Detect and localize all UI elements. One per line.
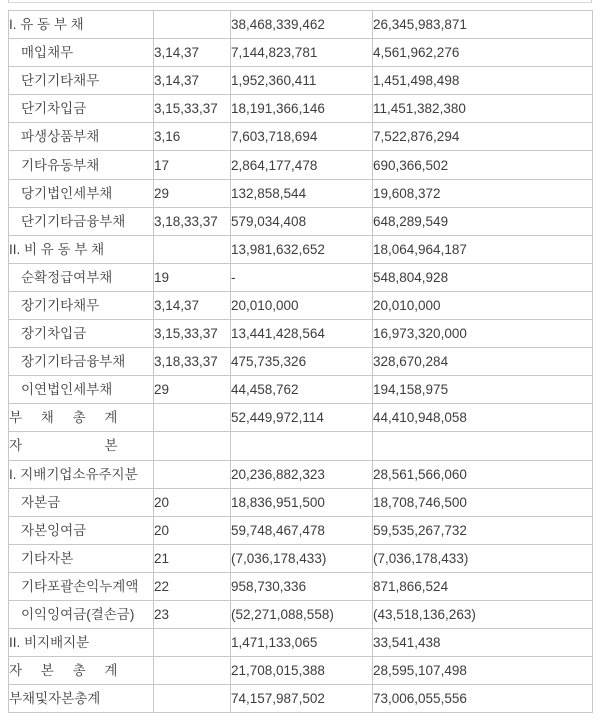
item-label-cell: 부 채 총 계: [9, 404, 154, 432]
current-period-amount-cell: 20,236,882,323: [231, 460, 373, 488]
current-period-amount-cell: 958,730,336: [231, 572, 373, 600]
table-row: [9, 263, 593, 291]
current-period-amount-cell: 13,981,632,652: [231, 235, 373, 263]
current-period-amount-cell: -: [231, 263, 373, 291]
item-label-cell: 자 본 총 계: [9, 657, 154, 685]
table-row: [9, 376, 593, 404]
prior-period-amount-cell: 18,708,746,500: [373, 488, 593, 516]
current-period-amount-cell: 18,191,366,146: [231, 95, 373, 123]
prior-period-amount-cell: 871,866,524: [373, 572, 593, 600]
note-ref-cell: 3,14,37: [154, 39, 231, 67]
item-label-cell: 기타유동부채: [9, 151, 154, 179]
item-label-cell: 자본금: [9, 488, 154, 516]
border-stub-left: [8, 0, 9, 2]
item-label-cell: 자본잉여금: [9, 516, 154, 544]
note-ref-cell: 20: [154, 488, 231, 516]
current-period-amount-cell: 38,468,339,462: [231, 11, 373, 39]
item-label-cell: 자 본: [9, 432, 154, 460]
note-ref-cell: 3,15,33,37: [154, 95, 231, 123]
prior-period-amount-cell: 4,561,962,276: [373, 39, 593, 67]
note-ref-cell: [154, 235, 231, 263]
note-ref-cell: [154, 11, 231, 39]
prior-period-amount-cell: (7,036,178,433): [373, 544, 593, 572]
prior-period-amount-cell: 59,535,267,732: [373, 516, 593, 544]
note-ref-cell: 3,14,37: [154, 67, 231, 95]
table-row: [9, 235, 593, 263]
note-ref-cell: [154, 685, 231, 713]
current-period-amount-cell: 2,864,177,478: [231, 151, 373, 179]
table-row: [9, 291, 593, 319]
note-ref-cell: 19: [154, 263, 231, 291]
prior-period-amount-cell: 19,608,372: [373, 179, 593, 207]
current-period-amount-cell: 20,010,000: [231, 291, 373, 319]
item-label-cell: 단기기타채무: [9, 67, 154, 95]
current-period-amount-cell: 7,144,823,781: [231, 39, 373, 67]
note-ref-cell: [154, 432, 231, 460]
note-ref-cell: [154, 460, 231, 488]
note-ref-cell: 22: [154, 572, 231, 600]
item-label-cell: 단기차입금: [9, 95, 154, 123]
note-ref-cell: [154, 629, 231, 657]
item-label-cell: 장기기타금융부채: [9, 348, 154, 376]
current-period-amount-cell: 74,157,987,502: [231, 685, 373, 713]
prior-period-amount-cell: 194,158,975: [373, 376, 593, 404]
table-row: [9, 320, 593, 348]
prior-period-amount-cell: 26,345,983,871: [373, 11, 593, 39]
balance-sheet-table: [8, 10, 593, 713]
item-label-cell: 파생상품부채: [9, 123, 154, 151]
item-label-cell: 매입채무: [9, 39, 154, 67]
balance-sheet-body: [9, 11, 593, 713]
prior-period-amount-cell: 44,410,948,058: [373, 404, 593, 432]
table-row: [9, 572, 593, 600]
prior-period-amount-cell: 73,006,055,556: [373, 685, 593, 713]
table-row: [9, 151, 593, 179]
item-label-cell: 기타포괄손익누계액: [9, 572, 154, 600]
table-row: [9, 404, 593, 432]
note-ref-cell: 29: [154, 376, 231, 404]
item-label-cell: I. 유 동 부 채: [9, 11, 154, 39]
prior-period-amount-cell: 548,804,928: [373, 263, 593, 291]
current-period-amount-cell: 52,449,972,114: [231, 404, 373, 432]
current-period-amount-cell: 1,471,133,065: [231, 629, 373, 657]
table-row: [9, 432, 593, 460]
table-row: [9, 488, 593, 516]
current-period-amount-cell: 44,458,762: [231, 376, 373, 404]
note-ref-cell: 3,16: [154, 123, 231, 151]
current-period-amount-cell: 13,441,428,564: [231, 320, 373, 348]
table-row: [9, 657, 593, 685]
prior-period-amount-cell: (43,518,136,263): [373, 600, 593, 628]
item-label-cell: 단기기타금융부채: [9, 207, 154, 235]
table-row: [9, 460, 593, 488]
table-row: [9, 348, 593, 376]
note-ref-cell: 3,18,33,37: [154, 207, 231, 235]
item-label-cell: 장기차입금: [9, 320, 154, 348]
item-label-cell: I. 지배기업소유주지분: [9, 460, 154, 488]
prior-period-amount-cell: 690,366,502: [373, 151, 593, 179]
note-ref-cell: 20: [154, 516, 231, 544]
note-ref-cell: 3,15,33,37: [154, 320, 231, 348]
prior-period-amount-cell: 20,010,000: [373, 291, 593, 319]
item-label-cell: 부채및자본총계: [9, 685, 154, 713]
note-ref-cell: 3,14,37: [154, 291, 231, 319]
table-row: [9, 207, 593, 235]
cropped-previous-table-edge: [8, 0, 592, 3]
table-row: [9, 685, 593, 713]
table-row: [9, 39, 593, 67]
note-ref-cell: 21: [154, 544, 231, 572]
table-row: [9, 544, 593, 572]
current-period-amount-cell: 132,858,544: [231, 179, 373, 207]
current-period-amount-cell: 579,034,408: [231, 207, 373, 235]
table-row: [9, 67, 593, 95]
prior-period-amount-cell: [373, 432, 593, 460]
item-label-cell: 이연법인세부채: [9, 376, 154, 404]
current-period-amount-cell: 475,735,326: [231, 348, 373, 376]
note-ref-cell: [154, 657, 231, 685]
item-label-cell: 순확정급여부채: [9, 263, 154, 291]
prior-period-amount-cell: 328,670,284: [373, 348, 593, 376]
prior-period-amount-cell: 28,595,107,498: [373, 657, 593, 685]
prior-period-amount-cell: 16,973,320,000: [373, 320, 593, 348]
prior-period-amount-cell: 28,561,566,060: [373, 460, 593, 488]
item-label-cell: 장기기타채무: [9, 291, 154, 319]
current-period-amount-cell: 7,603,718,694: [231, 123, 373, 151]
note-ref-cell: 3,18,33,37: [154, 348, 231, 376]
current-period-amount-cell: 1,952,360,411: [231, 67, 373, 95]
table-row: [9, 123, 593, 151]
item-label-cell: 당기법인세부채: [9, 179, 154, 207]
note-ref-cell: 23: [154, 600, 231, 628]
table-row: [9, 516, 593, 544]
current-period-amount-cell: 18,836,951,500: [231, 488, 373, 516]
item-label-cell: II. 비지배지분: [9, 629, 154, 657]
current-period-amount-cell: (52,271,088,558): [231, 600, 373, 628]
current-period-amount-cell: (7,036,178,433): [231, 544, 373, 572]
current-period-amount-cell: 59,748,467,478: [231, 516, 373, 544]
item-label-cell: 기타자본: [9, 544, 154, 572]
prior-period-amount-cell: 1,451,498,498: [373, 67, 593, 95]
note-ref-cell: 17: [154, 151, 231, 179]
border-stub-right: [591, 0, 592, 2]
table-row: [9, 600, 593, 628]
note-ref-cell: 29: [154, 179, 231, 207]
item-label-cell: II. 비 유 동 부 채: [9, 235, 154, 263]
prior-period-amount-cell: 11,451,382,380: [373, 95, 593, 123]
prior-period-amount-cell: 7,522,876,294: [373, 123, 593, 151]
current-period-amount-cell: [231, 432, 373, 460]
note-ref-cell: [154, 404, 231, 432]
table-row: [9, 95, 593, 123]
current-period-amount-cell: 21,708,015,388: [231, 657, 373, 685]
table-row: [9, 629, 593, 657]
table-row: [9, 11, 593, 39]
prior-period-amount-cell: 18,064,964,187: [373, 235, 593, 263]
item-label-cell: 이익잉여금(결손금): [9, 600, 154, 628]
prior-period-amount-cell: 648,289,549: [373, 207, 593, 235]
prior-period-amount-cell: 33,541,438: [373, 629, 593, 657]
table-row: [9, 179, 593, 207]
